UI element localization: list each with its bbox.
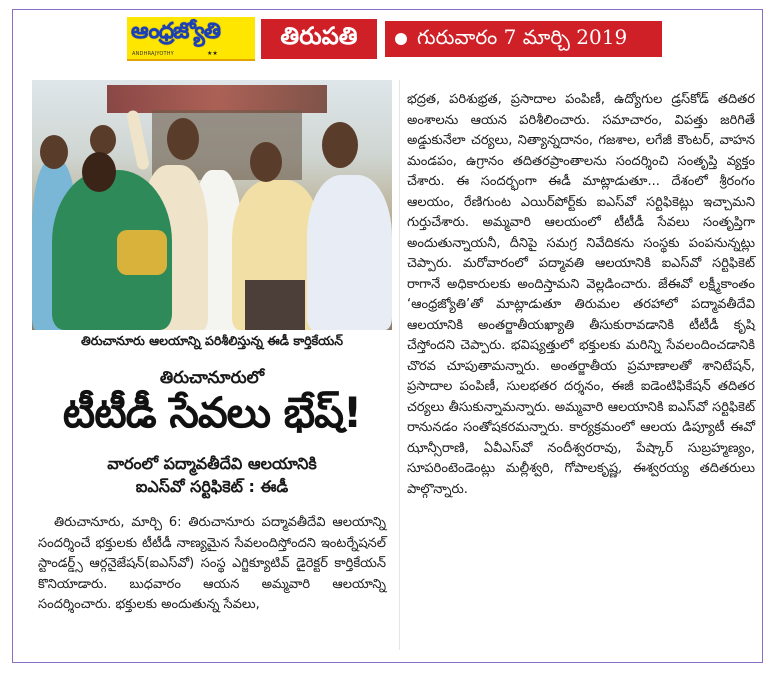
temple-canopy (107, 85, 327, 113)
article-body-left-column (38, 513, 386, 616)
subhead-line-2: ఐఎస్‌వో సర్టిఫికెట్ : ఈడీ (135, 477, 289, 496)
bullet-icon (395, 33, 407, 45)
headline: టీటీడీ సేవలు భేష్! (62, 388, 362, 437)
subhead-line-1: వారంలో పద్మావతీదేవి ఆలయానికి (107, 454, 317, 473)
article-body-right-column (407, 90, 755, 500)
subheadline (32, 452, 392, 498)
newspaper-logo (127, 17, 255, 61)
edition-label: తిరుపతి (261, 19, 377, 59)
head (40, 135, 68, 169)
person (307, 175, 392, 330)
head (250, 142, 282, 182)
trousers (245, 280, 305, 330)
logo-text: ఆంధ్రజ్యోతి (131, 19, 220, 44)
publication-date: గురువారం 7 మార్చి 2019 (417, 24, 628, 49)
news-photo (32, 80, 392, 330)
body-paragraph: భద్రత, పరిశుభ్రత, ప్రసాదాల పంపిణీ, ఉద్యోగుల డ్రస్‌కోడ్ తదితర అంశాలను ఆయన పరిశీలించారు. సమాచారం, విపత్తు జరిగితే అడ్డుకునేలా చర్యలు, నిత్యాన్నదానం, గజశాల, లగేజీ కౌంటర్, వాహన మండపం, ఉగ్రానం తదితరప్రాంతాలను సందర్శించి సంతృప్తి వ్యక్తం చేశారు. ఈ సందర్భంగా ఈడీ మాట్లాడుతూ... దేశంలో శ్రీరంగం ఆలయం, రేణిగుంట ఎయిర్‌పోర్ట్‌కు ఐఎస్‌వో సర్టిఫికెట్లు ఇచ్చామని గుర్తుచేశారు. అమ్మవారి ఆలయంలో టీటీడీ సేవలు సంతృప్తిగా అందుతున్నాయనీ, దీనిపై సమగ్ర నివేదికను సంస్థకు పంపనున్నట్లు చెప్పారు. మరోవారంలో పద్మావతి ఆలయానికి ఐఎస్‌వో సర్టిఫికెట్ రాగానే అధికారులకు అందిస్తామని వెల్లడించారు. జేఈవో లక్ష్మీకాంతం ‘ఆంధ్రజ్యోతి’తో మాట్లాడుతూ తిరుమల తరహాలో పద్మావతీదేవి ఆలయానికి అంతర్జాతీయఖ్యాతి తీసుకురావడానికి టీటీడీ కృషి చేస్తోందని చెప్పారు. భవిష్యత్తులో భక్తులకు మరిన్ని సేవలందించడానికి చొరవ చూపుతామన్నారు. అంతర్జాతీయ ప్రమాణాలతో శానిటేషన్, ప్రసాదాల పంపిణీ, సులభతర దర్శనం, ఈజీ ఐడెంటిఫికేషన్ తదితర చర్యలు తీసుకున్నామన్నారు. అమ్మవారి ఆలయానికి ఐఎస్‌వో సర్టిఫికెట్ రానునడం సంతోషకరమన్నారు. కార్యక్రమంలో ఆలయ డిప్యూటీ ఈవో ఝాన్సీరాణి, ఏవీఎస్‌వో నందీశ్వరరావు, పేష్కార్ సుబ్రహ్మణ్యం, సూపరింటెండెంట్లు మల్లీశ్వరి, గోపాలకృష్ణ, ఈశ్వరయ్య తదితరులు పాల్గొన్నారు. (407, 92, 755, 497)
star-icon: ★★ (207, 50, 218, 57)
headline-kicker: తిరుచానూరులో (159, 368, 265, 388)
body-paragraph: తిరుచానూరు, మార్చి 6: తిరుచానూరు పద్మావతీదేవి ఆలయాన్ని సందర్శించే భక్తులకు టీటీడీ నాణ్యమైన సేవలందిస్తోందని ఇంటర్నేషనల్ స్టాండర్డ్స్ ఆర్గనైజేషన్(ఐఎస్‌వో) సంస్థ ఎగ్జిక్యూటివ్ డైరెక్టర్ కార్తికేయన్ కొనియాడారు. బుధవారం ఆయన అమ్మవారి ఆలయాన్ని సందర్శించారు. భక్తులకు అందుతున్న సేవలు, (38, 515, 386, 612)
logo-subtext: ANDHRAJYOTHY (132, 51, 174, 57)
raised-arm (126, 109, 150, 170)
head (82, 152, 116, 192)
column-divider (399, 80, 400, 650)
date-banner (385, 21, 662, 57)
photo-caption: తిరుచానూరు ఆలయాన్ని పరిశీలిస్తున్న ఈడీ కార్తికేయన్ (81, 333, 343, 348)
head (322, 122, 358, 168)
head (90, 125, 116, 155)
masthead (127, 17, 377, 61)
saree-border (117, 230, 167, 275)
head (167, 118, 199, 160)
